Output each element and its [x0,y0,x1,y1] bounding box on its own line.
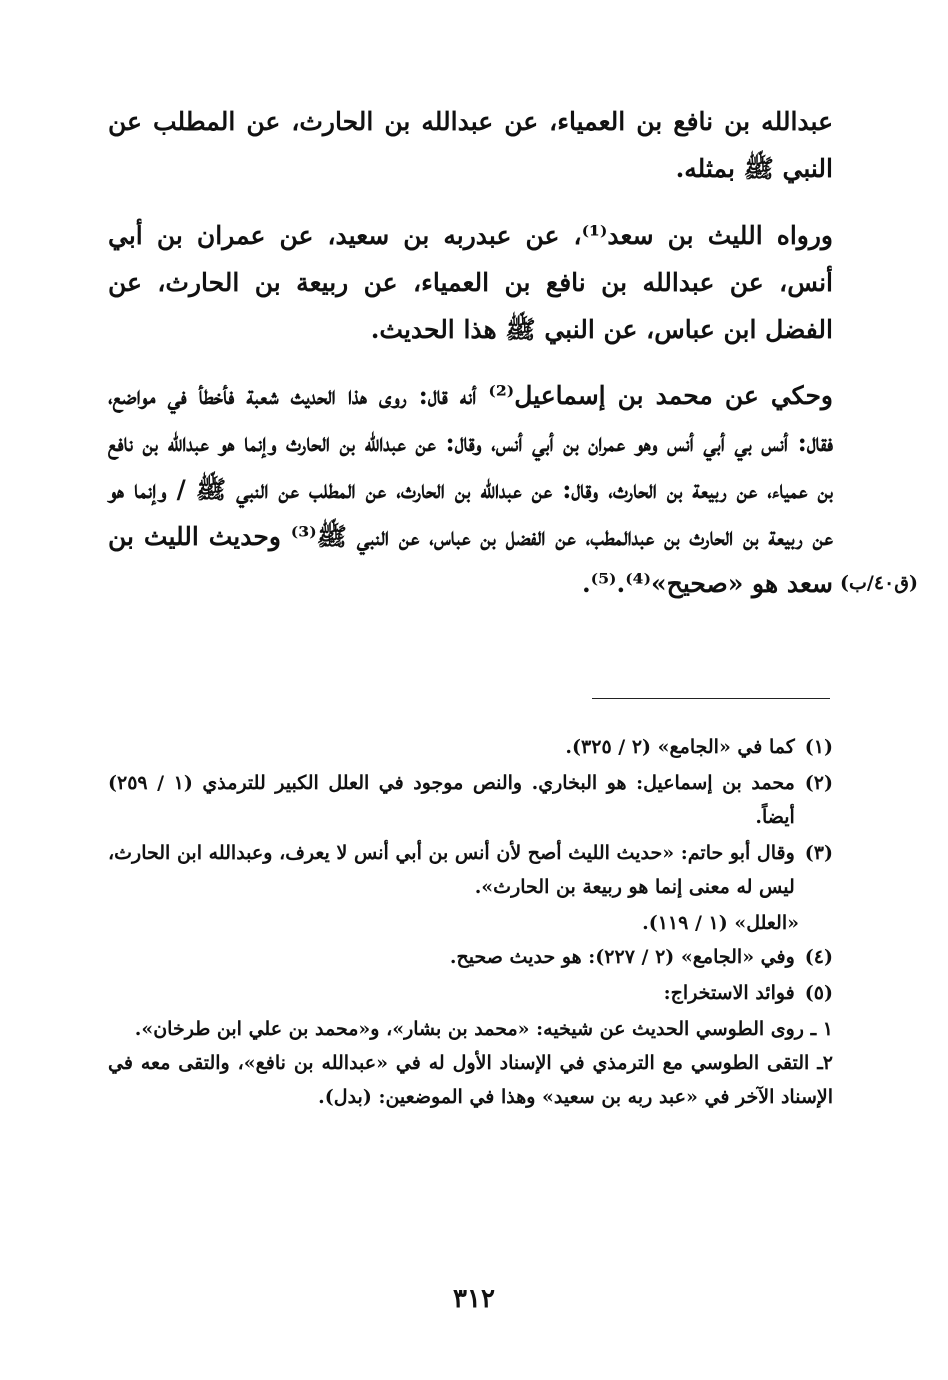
extraction-benefit-1: ١ ـ روى الطوسي الحديث عن شيخيه: «محمد بن بشار»، و«محمد بن علي ابن طرخان». [134,1018,833,1040]
footnote-3-reference: «العلل» (١ / ١١٩). [642,912,799,934]
paragraph-3: وحكي عن محمد بن إسماعيل⁽²⁾ أنه قال: روى هذا الحديث شعبة فأخطأ في مواضع، فقال: أنس بي أبي أنس وهو عمران بن أبي أنس، وقال: عن عبدالله بن الحارث وإنما هو عبدالله بن نافع بن عمياء، عن ربيعة بن الحارث، وقال: عن عبدالله بن الحارث، عن المطلب عن النبي ﷺ / وإنما هو عن ربيعة بن الحارث بن عبدالمطب، عن الفضل بن عباس، عن النبي ﷺ⁽³⁾ وحديث الليث بن سعد هو «صحيح»⁽⁴⁾.⁽⁵⁾. [108,381,833,598]
footnote-number: (١) [804,736,833,758]
footnote-5 [108,976,833,1010]
extraction-benefit-2: ٢ـ التقى الطوسي مع الترمذي في الإسناد الأول له في «عبدالله بن نافع»، والتقى معه في الإسناد الآخر في «عبد ربه بن سعيد» وهذا في الموضعين: (بدل). [108,1052,833,1108]
footnote-3 [108,836,833,904]
manuscript-folio-marker: (ق٤٠/ب) [840,572,918,594]
footnote-number: (٢) [804,772,833,794]
footnotes-section [108,730,833,1114]
footnote-2 [108,766,833,834]
footnote-text: محمد بن إسماعيل: هو البخاري. والنص موجود في العلل الكبير للترمذي (١ / ٢٥٩) أيضاً. [108,772,795,828]
footnote-heading: فوائد الاستخراج: [663,982,795,1004]
footnote-4 [108,940,833,974]
page-number: ٣١٢ [453,1284,495,1314]
footnote-text: وفي «الجامع» (٢ / ٢٢٧): هو حديث صحيح. [449,946,795,968]
footnote-1 [108,730,833,764]
paragraph-2: ورواه الليث بن سعد⁽¹⁾، عن عبدربه بن سعيد، عن عمران بن أبي أنس، عن عبدالله بن نافع بن العمياء، عن ربيعة بن الحارث، عن الفضل ابن عباس، عن النبي ﷺ هذا الحديث. [108,221,833,344]
footnote-number: (٣) [804,842,833,864]
footnote-number: (٥) [804,982,833,1004]
paragraph-1: عبدالله بن نافع بن العمياء، عن عبدالله بن الحارث، عن المطلب عن النبي ﷺ بمثله. [108,107,833,183]
footnote-separator [592,698,830,699]
footnote-text: وقال أبو حاتم: «حديث الليث أصح لأن أنس بن أبي أنس لا يعرف، وعبدالله ابن الحارث، ليس له معنى إنما هو ربيعة بن الحارث». [108,842,795,898]
footnote-number: (٤) [804,946,833,968]
footnote-text: كما في «الجامع» (٢ / ٣٢٥). [565,736,795,758]
